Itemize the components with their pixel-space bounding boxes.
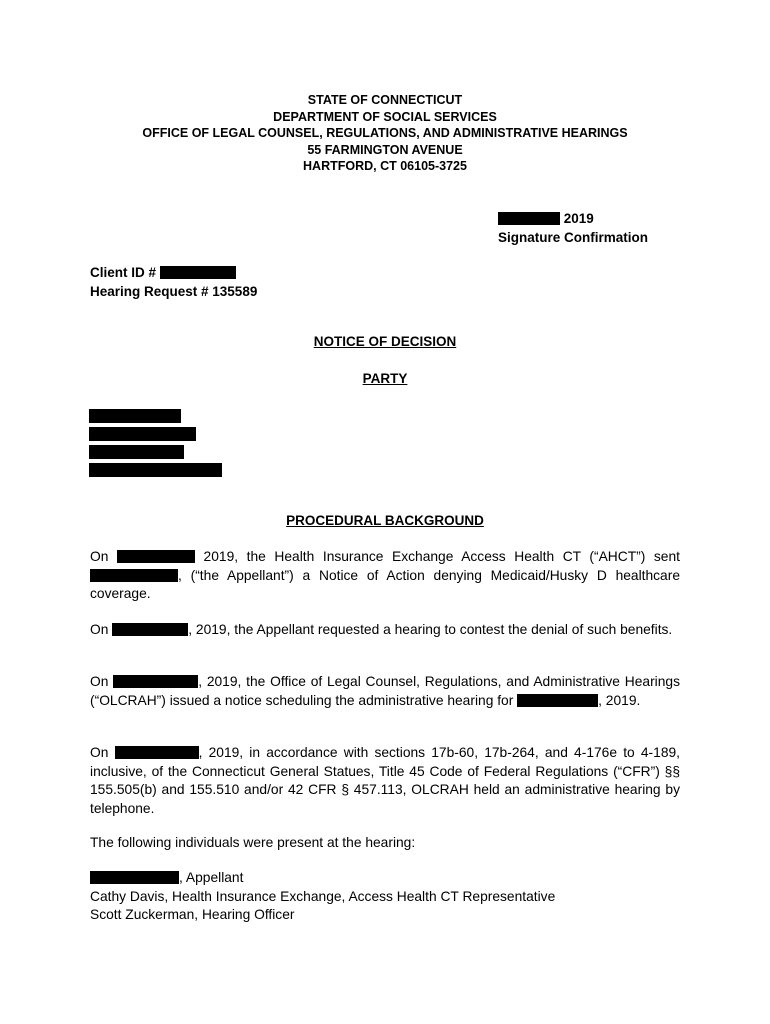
party-title: PARTY <box>362 371 408 386</box>
paragraph-text: , 2019. <box>598 692 641 708</box>
paragraph-text: , (“the Appellant”) a Notice of Action denying Medicaid/Husky D healthcare coverage. <box>90 567 680 601</box>
redacted-date <box>498 212 560 225</box>
paragraph-hearing-request <box>90 621 680 640</box>
paragraph-text: On <box>90 745 115 760</box>
redacted-line <box>89 445 184 459</box>
redacted-date <box>117 550 195 563</box>
paragraph-text: , 2019, in accordance with sections 17b-60, 17b-264, and 4-176e to 4-189, inclusive, of the Connecticut General Statues, Title 45 Code of Federal Regulations (“CFR”) §§ 155.505(b) and 155.510 and/or 42 CFR § 457.113, OLCRAH held an administrative hearing by telephone. <box>90 745 680 816</box>
notice-title: NOTICE OF DECISION <box>313 334 457 349</box>
date-block <box>498 209 648 247</box>
paragraph-text: On <box>90 622 113 637</box>
letterhead-city: HARTFORD, CT 06105-3725 <box>303 159 467 173</box>
paragraph-text: , 2019, the Office of Legal Counsel, Regulations, and Administrative Hearings (“OLCRAH”) issued a notice scheduling the administrative hearing for <box>90 674 680 708</box>
redacted-date <box>517 694 598 707</box>
attendee-list <box>90 869 680 925</box>
attendee-appellant <box>90 869 680 888</box>
paragraph-text: , 2019, the Appellant requested a hearing to contest the denial of such benefits. <box>188 622 673 637</box>
hearing-request-number: Hearing Request # 135589 <box>90 284 258 299</box>
redacted-date <box>113 675 198 688</box>
letterhead-office: OFFICE OF LEGAL COUNSEL, REGULATIONS, AND ADMINISTRATIVE HEARINGS <box>142 126 628 140</box>
paragraph-scheduling-notice <box>90 673 680 710</box>
signature-confirmation: Signature Confirmation <box>498 230 649 245</box>
attendee-representative: Cathy Davis, Health Insurance Exchange, Access Health CT Representative <box>90 888 556 904</box>
redacted-line <box>89 409 181 423</box>
client-id-label: Client ID # <box>90 265 160 280</box>
paragraph-notice-of-action <box>90 548 680 604</box>
date-year: 2019 <box>560 211 594 226</box>
client-block <box>90 263 257 301</box>
redacted-date <box>112 623 188 636</box>
letterhead-department: DEPARTMENT OF SOCIAL SERVICES <box>273 109 497 124</box>
redacted-party-address <box>89 409 222 481</box>
paragraph-text: On <box>90 549 117 564</box>
attendee-role: , Appellant <box>179 870 244 885</box>
procedural-background-title: PROCEDURAL BACKGROUND <box>286 513 484 528</box>
attendee-hearing-officer: Scott Zuckerman, Hearing Officer <box>90 907 295 922</box>
redacted-date <box>115 746 199 759</box>
redacted-client-id <box>160 266 236 279</box>
redacted-line <box>89 463 222 477</box>
letterhead <box>0 92 770 175</box>
letterhead-street: 55 FARMINGTON AVENUE <box>307 142 463 157</box>
redacted-name <box>90 569 178 582</box>
paragraph-attendees-intro: The following individuals were present at the hearing: <box>90 835 416 850</box>
paragraph-text: 2019, the Health Insurance Exchange Access Health CT (“AHCT”) sent <box>194 549 680 564</box>
paragraph-hearing-held <box>90 744 680 818</box>
redacted-line <box>89 427 196 441</box>
paragraph-text: On <box>90 674 114 689</box>
redacted-name <box>90 871 179 884</box>
letterhead-state: STATE OF CONNECTICUT <box>307 93 463 107</box>
